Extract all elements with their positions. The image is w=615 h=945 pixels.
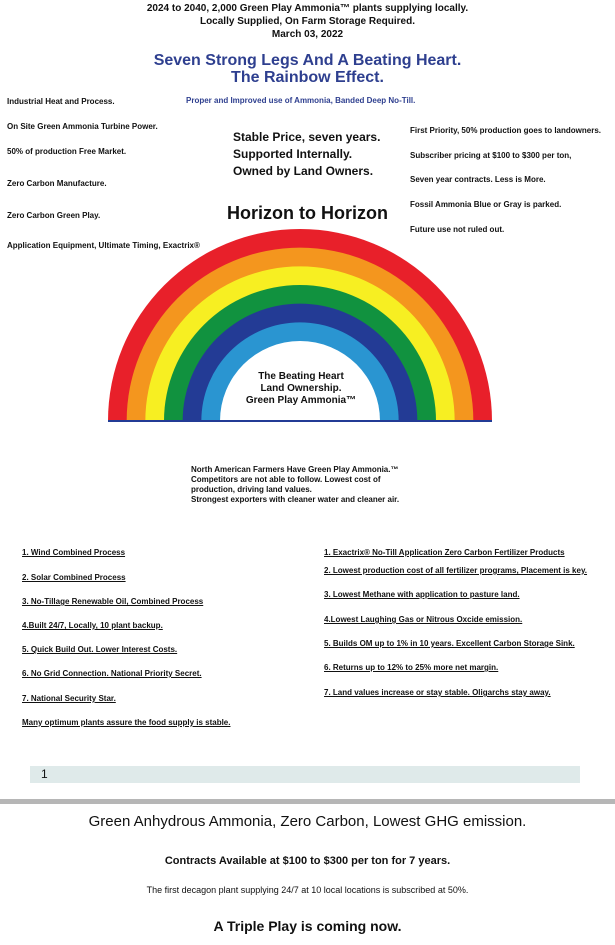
right-list-item: 1. Exactrix® No-Till Application Zero Carbon Fertilizer Products [324, 548, 565, 557]
footer-decagon: The first decagon plant supplying 24/7 at 10 local locations is subscribed at 50%. [146, 885, 469, 895]
right-item: Subscriber pricing at $100 to $300 per ton, [410, 151, 572, 160]
beating-heart-text [230, 371, 372, 407]
right-list-item: 6. Returns up to 12% to 25% more net margin. [324, 663, 499, 672]
paragraph-line: Strongest exporters with cleaner water and cleaner air. [191, 495, 400, 504]
left-list-item: 1. Wind Combined Process [22, 548, 126, 557]
heart-line-1: The Beating Heart [258, 371, 344, 382]
left-list-item: 2. Solar Combined Process [22, 573, 126, 582]
header-line-1: 2024 to 2040, 2,000 Green Play Ammonia™ plants supplying locally. [146, 3, 469, 14]
heart-line-3: Green Play Ammonia™ [245, 395, 357, 406]
page-title-line-1: Seven Strong Legs And A Beating Heart. [153, 52, 462, 69]
footer-triple-play: A Triple Play is coming now. [213, 918, 402, 934]
center-line-1: Stable Price, seven years. [233, 130, 381, 144]
page-number: 1 [41, 767, 48, 781]
left-item: Industrial Heat and Process. [7, 97, 115, 106]
header-line-2: Locally Supplied, On Farm Storage Required. [199, 16, 416, 27]
paragraph-line: production, driving land values. [191, 485, 312, 494]
right-list-item: 3. Lowest Methane with application to pasture land. [324, 590, 520, 599]
heart-line-2: Land Ownership. [260, 383, 342, 394]
left-item: Zero Carbon Green Play. [7, 211, 101, 220]
footer-title: Green Anhydrous Ammonia, Zero Carbon, Lowest GHG emission. [88, 813, 527, 830]
right-list-item: 7. Land values increase or stay stable. Oligarchs stay away. [324, 688, 551, 697]
page-title-line-2: The Rainbow Effect. [231, 69, 384, 86]
paragraph-line: North American Farmers Have Green Play Ammonia.™ [191, 465, 399, 474]
right-item: Future use not ruled out. [410, 225, 505, 234]
farmers-paragraph [191, 465, 451, 505]
paragraph-line: Competitors are not able to follow. Lowest cost of [191, 475, 381, 484]
page-subtitle: Proper and Improved use of Ammonia, Banded Deep No-Till. [186, 96, 416, 105]
right-list-item: 4.Lowest Laughing Gas or Nitrous Oxcide emission. [324, 615, 523, 624]
right-item: First Priority, 50% production goes to landowners. [410, 126, 601, 135]
left-list-item: 4.Built 24/7, Locally, 10 plant backup. [22, 621, 163, 630]
left-list-item: 5. Quick Build Out. Lower Interest Costs. [22, 645, 178, 654]
header-date: March 03, 2022 [271, 29, 344, 40]
left-item: 50% of production Free Market. [7, 147, 127, 156]
page-divider [0, 799, 615, 804]
right-list-item: 2. Lowest production cost of all fertilizer programs, Placement is key. [324, 566, 588, 575]
page-number-bar [30, 766, 580, 783]
footer-contracts: Contracts Available at $100 to $300 per ton for 7 years. [164, 855, 451, 867]
left-item: On Site Green Ammonia Turbine Power. [7, 122, 158, 131]
right-list-item: 5. Builds OM up to 1% in 10 years. Excellent Carbon Storage Sink. [324, 639, 575, 648]
center-line-3: Owned by Land Owners. [233, 164, 374, 178]
center-line-2: Supported Internally. [233, 147, 353, 161]
left-item: Application Equipment, Ultimate Timing, Exactrix® [7, 241, 200, 250]
left-list-item: Many optimum plants assure the food supply is stable. [22, 718, 231, 727]
left-list-item: 3. No-Tillage Renewable Oil, Combined Process [22, 597, 204, 606]
left-list-item: 6. No Grid Connection. National Priority Secret. [22, 669, 202, 678]
right-item: Seven year contracts. Less is More. [410, 175, 546, 184]
right-item: Fossil Ammonia Blue or Gray is parked. [410, 200, 562, 209]
left-list-item: 7. National Security Star. [22, 694, 116, 703]
horizon-heading: Horizon to Horizon [227, 203, 388, 223]
left-item: Zero Carbon Manufacture. [7, 179, 107, 188]
